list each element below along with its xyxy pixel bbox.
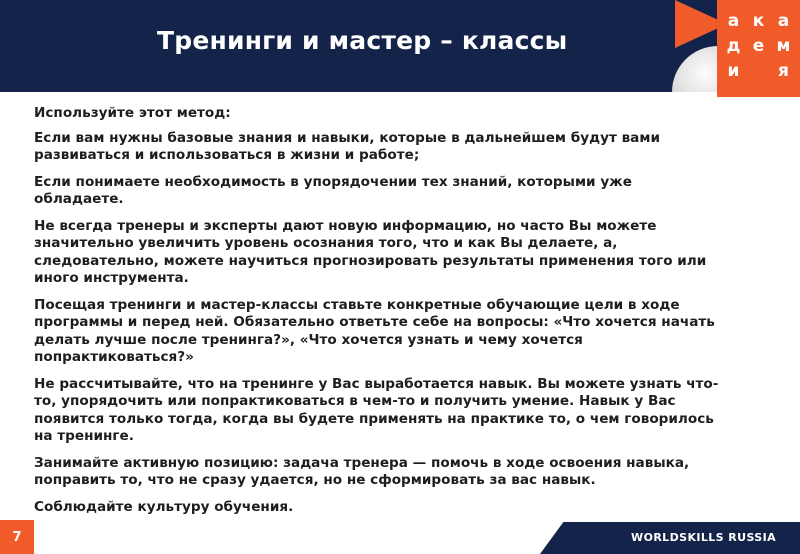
logo-letter: а <box>777 11 790 31</box>
list-item-text: Если понимаете необходимость в упорядочении тех знаний, которыми уже обладаете. <box>34 173 632 207</box>
logo-letter: к <box>752 11 765 31</box>
list-item <box>18 376 724 446</box>
slide-title: Тренинги и мастер – классы <box>157 26 568 55</box>
list-item <box>18 218 724 288</box>
list-item <box>18 455 724 490</box>
list-item-text: Соблюдайте культуру обучения. <box>34 498 294 515</box>
bullet-icon <box>18 130 34 165</box>
list-item <box>18 297 724 367</box>
list-item <box>18 130 724 165</box>
footer-brand: WORLDSKILLS RUSSIA <box>631 531 776 544</box>
logo-letter: а <box>727 11 740 31</box>
logo-letter: м <box>776 36 791 56</box>
list-item <box>18 499 724 517</box>
logo-letter: д <box>726 36 741 56</box>
bullet-icon <box>18 218 34 288</box>
bullet-icon <box>18 174 34 209</box>
logo-letter: и <box>727 61 740 81</box>
list-item-text: Занимайте активную позицию: задача тренера — помочь в ходе освоения навыка, поправить то, что не сразу удается, но не сформировать за вас навык. <box>34 454 690 488</box>
list-item-text: Не рассчитывайте, что на тренинге у Вас выработается навык. Вы можете узнать что-то, упорядочить или попрактиковаться в чем-то и получить умение. Навык у Вас появится только тогда, когда вы будете применять на практике то, о чем говорилось на тренинге. <box>34 375 719 444</box>
academy-logo-letters <box>721 11 797 81</box>
page-number: 7 <box>0 520 34 554</box>
list-item-text: Не всегда тренеры и эксперты дают новую информацию, но часто Вы можете значительно увеличить уровень осознания того, что и как Вы делаете, а, следовательно, можете научиться прогнозировать результаты применения того или иного инструмента. <box>34 217 707 286</box>
list-item-text: Если вам нужны базовые знания и навыки, которые в дальнейшем будут вами развиваться и использоваться в жизни и работе; <box>34 129 660 163</box>
bullet-icon <box>18 376 34 446</box>
list-item <box>18 174 724 209</box>
logo-letter: е <box>752 36 765 56</box>
bullet-icon <box>18 499 34 517</box>
intro-text: Используйте этот метод: <box>34 105 231 121</box>
bullet-icon <box>18 455 34 490</box>
bullet-icon <box>18 297 34 367</box>
list-item-text: Посещая тренинги и мастер-классы ставьте конкретные обучающие цели в ходе программы и перед ней. Обязательно ответьте себе на вопросы: «Что хочется начать делать лучше после тренинга?», «Что хочется узнать и чему хочется попрактиковаться?» <box>34 296 715 365</box>
logo-letter: я <box>778 61 789 81</box>
slide-content <box>18 105 724 525</box>
